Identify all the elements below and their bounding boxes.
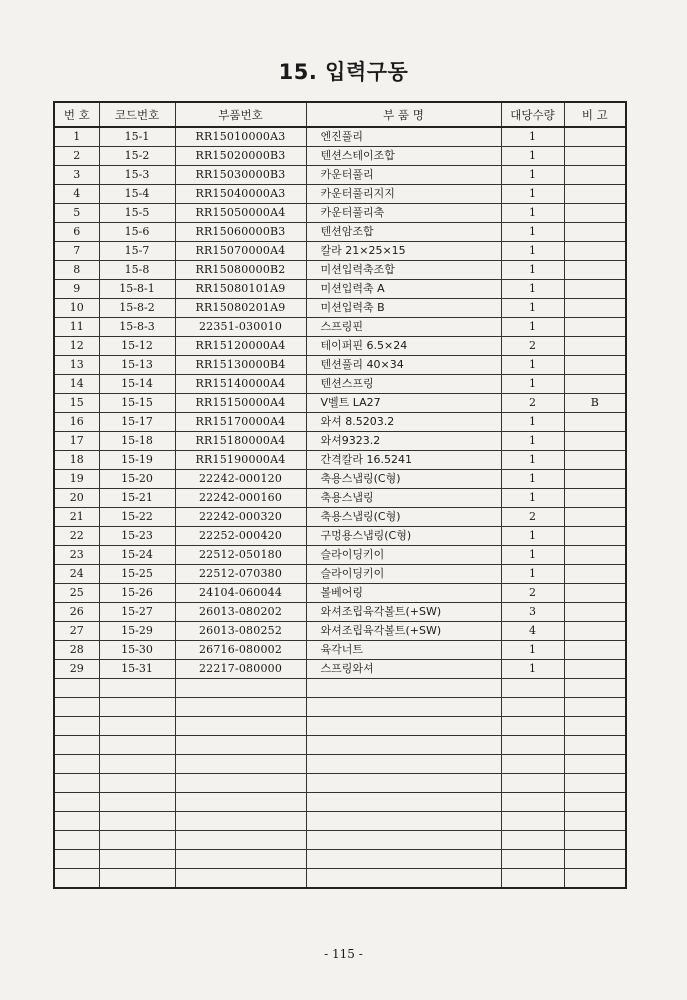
cell-part-name: 구멍용스냅링(C형) (306, 527, 501, 546)
cell-part-name: 미션입력축조합 (306, 261, 501, 280)
empty-cell (54, 793, 99, 812)
cell-quantity: 3 (501, 603, 564, 622)
empty-table-row (54, 698, 626, 717)
cell-quantity: 1 (501, 432, 564, 451)
table-row (54, 318, 626, 337)
cell-no: 17 (54, 432, 99, 451)
empty-table-row (54, 717, 626, 736)
cell-no: 23 (54, 546, 99, 565)
cell-code: 15-6 (99, 223, 175, 242)
empty-cell (99, 831, 175, 850)
cell-quantity: 1 (501, 147, 564, 166)
empty-table-row (54, 850, 626, 869)
empty-cell (54, 869, 99, 889)
cell-note (564, 470, 626, 489)
cell-part-name: 와셔9323.2 (306, 432, 501, 451)
table-row (54, 127, 626, 147)
cell-note: B (564, 394, 626, 413)
cell-quantity: 1 (501, 280, 564, 299)
table-row (54, 527, 626, 546)
header-note: 비 고 (564, 102, 626, 127)
empty-cell (501, 698, 564, 717)
cell-no: 4 (54, 185, 99, 204)
empty-cell (564, 869, 626, 889)
cell-no: 12 (54, 337, 99, 356)
cell-part-number: RR15080000B2 (175, 261, 306, 280)
cell-no: 11 (54, 318, 99, 337)
cell-no: 14 (54, 375, 99, 394)
empty-cell (501, 679, 564, 698)
empty-cell (564, 736, 626, 755)
table-row (54, 394, 626, 413)
cell-quantity: 2 (501, 394, 564, 413)
cell-code: 15-21 (99, 489, 175, 508)
empty-cell (306, 698, 501, 717)
cell-quantity: 1 (501, 489, 564, 508)
empty-table-row (54, 755, 626, 774)
empty-table-row (54, 736, 626, 755)
cell-code: 15-13 (99, 356, 175, 375)
empty-cell (306, 679, 501, 698)
cell-code: 15-23 (99, 527, 175, 546)
table-row (54, 166, 626, 185)
empty-cell (54, 755, 99, 774)
cell-no: 15 (54, 394, 99, 413)
table-row (54, 641, 626, 660)
cell-quantity: 1 (501, 356, 564, 375)
empty-table-row (54, 774, 626, 793)
cell-quantity: 1 (501, 223, 564, 242)
table-row (54, 204, 626, 223)
empty-cell (99, 793, 175, 812)
cell-quantity: 1 (501, 413, 564, 432)
empty-cell (306, 812, 501, 831)
parts-table (53, 101, 627, 889)
cell-part-name: 칼라 21×25×15 (306, 242, 501, 261)
cell-note (564, 622, 626, 641)
empty-cell (54, 698, 99, 717)
cell-note (564, 375, 626, 394)
cell-no: 6 (54, 223, 99, 242)
cell-note (564, 223, 626, 242)
cell-code: 15-8-3 (99, 318, 175, 337)
cell-quantity: 1 (501, 204, 564, 223)
empty-table-row (54, 869, 626, 889)
cell-part-number: 22351-030010 (175, 318, 306, 337)
empty-cell (564, 850, 626, 869)
cell-note (564, 337, 626, 356)
cell-no: 5 (54, 204, 99, 223)
empty-cell (99, 679, 175, 698)
cell-quantity: 1 (501, 546, 564, 565)
cell-note (564, 147, 626, 166)
cell-part-name: 텐션암조합 (306, 223, 501, 242)
cell-part-number: RR15130000B4 (175, 356, 306, 375)
cell-code: 15-24 (99, 546, 175, 565)
cell-quantity: 1 (501, 318, 564, 337)
cell-note (564, 413, 626, 432)
empty-cell (306, 793, 501, 812)
table-row (54, 622, 626, 641)
cell-part-name: 간격칼라 16.5241 (306, 451, 501, 470)
cell-no: 3 (54, 166, 99, 185)
empty-cell (501, 850, 564, 869)
table-row (54, 185, 626, 204)
table-row (54, 375, 626, 394)
cell-quantity: 4 (501, 622, 564, 641)
table-row (54, 356, 626, 375)
cell-note (564, 565, 626, 584)
cell-note (564, 356, 626, 375)
cell-part-name: 볼베어링 (306, 584, 501, 603)
empty-cell (564, 755, 626, 774)
cell-part-name: 텐션스테이조합 (306, 147, 501, 166)
table-row (54, 508, 626, 527)
cell-quantity: 1 (501, 470, 564, 489)
empty-cell (99, 755, 175, 774)
header-no: 번 호 (54, 102, 99, 127)
empty-cell (54, 812, 99, 831)
cell-code: 15-14 (99, 375, 175, 394)
cell-part-number: RR15070000A4 (175, 242, 306, 261)
cell-note (564, 204, 626, 223)
cell-quantity: 1 (501, 527, 564, 546)
table-row (54, 451, 626, 470)
cell-part-number: RR15150000A4 (175, 394, 306, 413)
cell-part-name: 축용스냅링(C형) (306, 470, 501, 489)
cell-no: 9 (54, 280, 99, 299)
cell-note (564, 432, 626, 451)
empty-cell (306, 850, 501, 869)
cell-no: 13 (54, 356, 99, 375)
cell-note (564, 242, 626, 261)
cell-quantity: 1 (501, 451, 564, 470)
cell-code: 15-1 (99, 127, 175, 147)
cell-no: 20 (54, 489, 99, 508)
cell-note (564, 127, 626, 147)
empty-cell (54, 679, 99, 698)
cell-part-name: 텐션스프링 (306, 375, 501, 394)
cell-code: 15-26 (99, 584, 175, 603)
empty-cell (501, 831, 564, 850)
cell-part-number: 22242-000160 (175, 489, 306, 508)
empty-cell (306, 736, 501, 755)
empty-cell (564, 812, 626, 831)
cell-part-name: 와셔조립육각볼트(+SW) (306, 603, 501, 622)
cell-note (564, 508, 626, 527)
cell-part-number: 22512-050180 (175, 546, 306, 565)
cell-part-name: 슬라이딩키이 (306, 546, 501, 565)
cell-quantity: 1 (501, 166, 564, 185)
cell-part-number: RR15050000A4 (175, 204, 306, 223)
cell-part-number: 22242-000120 (175, 470, 306, 489)
header-part-number: 부품번호 (175, 102, 306, 127)
cell-code: 15-31 (99, 660, 175, 679)
cell-quantity: 1 (501, 242, 564, 261)
cell-quantity: 1 (501, 565, 564, 584)
page-number: - 115 - (324, 947, 363, 961)
empty-cell (501, 736, 564, 755)
cell-no: 10 (54, 299, 99, 318)
empty-table-row (54, 679, 626, 698)
table-row (54, 489, 626, 508)
table-row (54, 565, 626, 584)
cell-quantity: 1 (501, 660, 564, 679)
cell-part-name: 테이퍼핀 6.5×24 (306, 337, 501, 356)
cell-part-name: 카운터풀리축 (306, 204, 501, 223)
empty-cell (501, 869, 564, 889)
cell-part-name: 엔진풀리 (306, 127, 501, 147)
cell-part-name: 슬라이딩키이 (306, 565, 501, 584)
cell-note (564, 584, 626, 603)
cell-part-name: 텐션풀리 40×34 (306, 356, 501, 375)
cell-quantity: 2 (501, 584, 564, 603)
cell-no: 25 (54, 584, 99, 603)
cell-quantity: 1 (501, 127, 564, 147)
cell-part-name: 축용스냅링 (306, 489, 501, 508)
table-row (54, 546, 626, 565)
cell-no: 18 (54, 451, 99, 470)
empty-cell (564, 774, 626, 793)
cell-part-number: RR15080101A9 (175, 280, 306, 299)
empty-cell (501, 717, 564, 736)
cell-code: 15-30 (99, 641, 175, 660)
table-row (54, 147, 626, 166)
empty-cell (175, 831, 306, 850)
cell-note (564, 603, 626, 622)
empty-cell (54, 736, 99, 755)
empty-cell (306, 831, 501, 850)
cell-no: 21 (54, 508, 99, 527)
cell-no: 26 (54, 603, 99, 622)
empty-cell (175, 736, 306, 755)
cell-no: 22 (54, 527, 99, 546)
cell-code: 15-29 (99, 622, 175, 641)
empty-cell (175, 812, 306, 831)
cell-part-name: 미션입력축 B (306, 299, 501, 318)
empty-cell (175, 793, 306, 812)
cell-no: 8 (54, 261, 99, 280)
cell-part-number: 26716-080002 (175, 641, 306, 660)
cell-quantity: 1 (501, 641, 564, 660)
cell-code: 15-8-2 (99, 299, 175, 318)
empty-cell (175, 679, 306, 698)
empty-cell (306, 774, 501, 793)
cell-note (564, 318, 626, 337)
cell-quantity: 1 (501, 185, 564, 204)
empty-cell (99, 850, 175, 869)
cell-part-number: 22217-080000 (175, 660, 306, 679)
empty-cell (54, 850, 99, 869)
cell-code: 15-22 (99, 508, 175, 527)
empty-cell (306, 755, 501, 774)
cell-note (564, 660, 626, 679)
cell-code: 15-27 (99, 603, 175, 622)
table-row (54, 432, 626, 451)
cell-code: 15-25 (99, 565, 175, 584)
empty-table-row (54, 812, 626, 831)
empty-cell (54, 774, 99, 793)
cell-quantity: 1 (501, 261, 564, 280)
cell-quantity: 2 (501, 337, 564, 356)
cell-part-number: RR15120000A4 (175, 337, 306, 356)
header-quantity: 대당수량 (501, 102, 564, 127)
cell-note (564, 280, 626, 299)
cell-no: 2 (54, 147, 99, 166)
empty-cell (306, 717, 501, 736)
empty-cell (175, 850, 306, 869)
cell-no: 1 (54, 127, 99, 147)
cell-part-number: RR15190000A4 (175, 451, 306, 470)
empty-table-row (54, 831, 626, 850)
empty-cell (175, 717, 306, 736)
cell-code: 15-17 (99, 413, 175, 432)
cell-no: 24 (54, 565, 99, 584)
cell-part-number: RR15030000B3 (175, 166, 306, 185)
table-header-row (54, 102, 626, 127)
cell-part-number: RR15180000A4 (175, 432, 306, 451)
table-row (54, 223, 626, 242)
table-row (54, 603, 626, 622)
empty-cell (501, 774, 564, 793)
cell-part-number: RR15010000A3 (175, 127, 306, 147)
cell-part-name: 와셔 8.5203.2 (306, 413, 501, 432)
cell-part-name: 축용스냅링(C형) (306, 508, 501, 527)
cell-note (564, 166, 626, 185)
table-row (54, 242, 626, 261)
cell-code: 15-19 (99, 451, 175, 470)
cell-code: 15-7 (99, 242, 175, 261)
cell-code: 15-8-1 (99, 280, 175, 299)
empty-cell (175, 698, 306, 717)
cell-part-number: RR15170000A4 (175, 413, 306, 432)
empty-cell (564, 698, 626, 717)
cell-part-number: 22242-000320 (175, 508, 306, 527)
empty-cell (564, 679, 626, 698)
table-row (54, 280, 626, 299)
cell-part-number: 22512-070380 (175, 565, 306, 584)
cell-quantity: 1 (501, 299, 564, 318)
empty-cell (501, 755, 564, 774)
cell-part-number: 26013-080202 (175, 603, 306, 622)
cell-code: 15-20 (99, 470, 175, 489)
cell-part-name: 카운터풀리지지 (306, 185, 501, 204)
empty-cell (175, 755, 306, 774)
cell-part-number: RR15060000B3 (175, 223, 306, 242)
cell-code: 15-8 (99, 261, 175, 280)
empty-cell (175, 869, 306, 889)
cell-part-name: 스프링와셔 (306, 660, 501, 679)
cell-quantity: 2 (501, 508, 564, 527)
cell-part-name: 카운터풀리 (306, 166, 501, 185)
cell-no: 19 (54, 470, 99, 489)
cell-note (564, 261, 626, 280)
cell-part-name: 스프링핀 (306, 318, 501, 337)
empty-cell (99, 869, 175, 889)
cell-part-name: V벨트 LA27 (306, 394, 501, 413)
empty-cell (54, 831, 99, 850)
table-row (54, 299, 626, 318)
empty-cell (175, 774, 306, 793)
cell-quantity: 1 (501, 375, 564, 394)
header-code: 코드번호 (99, 102, 175, 127)
cell-part-name: 미션입력축 A (306, 280, 501, 299)
cell-code: 15-18 (99, 432, 175, 451)
empty-cell (99, 774, 175, 793)
cell-part-number: RR15140000A4 (175, 375, 306, 394)
cell-part-name: 와셔조립육각볼트(+SW) (306, 622, 501, 641)
table-row (54, 584, 626, 603)
empty-cell (99, 812, 175, 831)
cell-note (564, 489, 626, 508)
cell-part-number: 26013-080252 (175, 622, 306, 641)
empty-table-row (54, 793, 626, 812)
cell-part-number: RR15080201A9 (175, 299, 306, 318)
empty-cell (99, 717, 175, 736)
empty-cell (54, 717, 99, 736)
cell-part-name: 육각너트 (306, 641, 501, 660)
empty-cell (501, 812, 564, 831)
empty-cell (99, 736, 175, 755)
cell-code: 15-12 (99, 337, 175, 356)
page-title: 15. 입력구동 (278, 60, 409, 84)
cell-note (564, 546, 626, 565)
cell-code: 15-3 (99, 166, 175, 185)
table-row (54, 337, 626, 356)
cell-no: 16 (54, 413, 99, 432)
empty-cell (564, 831, 626, 850)
cell-no: 29 (54, 660, 99, 679)
table-row (54, 413, 626, 432)
cell-no: 27 (54, 622, 99, 641)
cell-code: 15-5 (99, 204, 175, 223)
empty-cell (99, 698, 175, 717)
table-row (54, 470, 626, 489)
table-row (54, 261, 626, 280)
header-part-name: 부 품 명 (306, 102, 501, 127)
cell-note (564, 299, 626, 318)
cell-code: 15-15 (99, 394, 175, 413)
cell-no: 7 (54, 242, 99, 261)
empty-cell (501, 793, 564, 812)
cell-note (564, 451, 626, 470)
table-row (54, 660, 626, 679)
empty-cell (564, 793, 626, 812)
cell-part-number: 22252-000420 (175, 527, 306, 546)
cell-note (564, 527, 626, 546)
cell-part-number: 24104-060044 (175, 584, 306, 603)
cell-note (564, 641, 626, 660)
cell-code: 15-2 (99, 147, 175, 166)
cell-part-number: RR15040000A3 (175, 185, 306, 204)
empty-cell (306, 869, 501, 889)
cell-no: 28 (54, 641, 99, 660)
cell-code: 15-4 (99, 185, 175, 204)
cell-note (564, 185, 626, 204)
cell-part-number: RR15020000B3 (175, 147, 306, 166)
empty-cell (564, 717, 626, 736)
